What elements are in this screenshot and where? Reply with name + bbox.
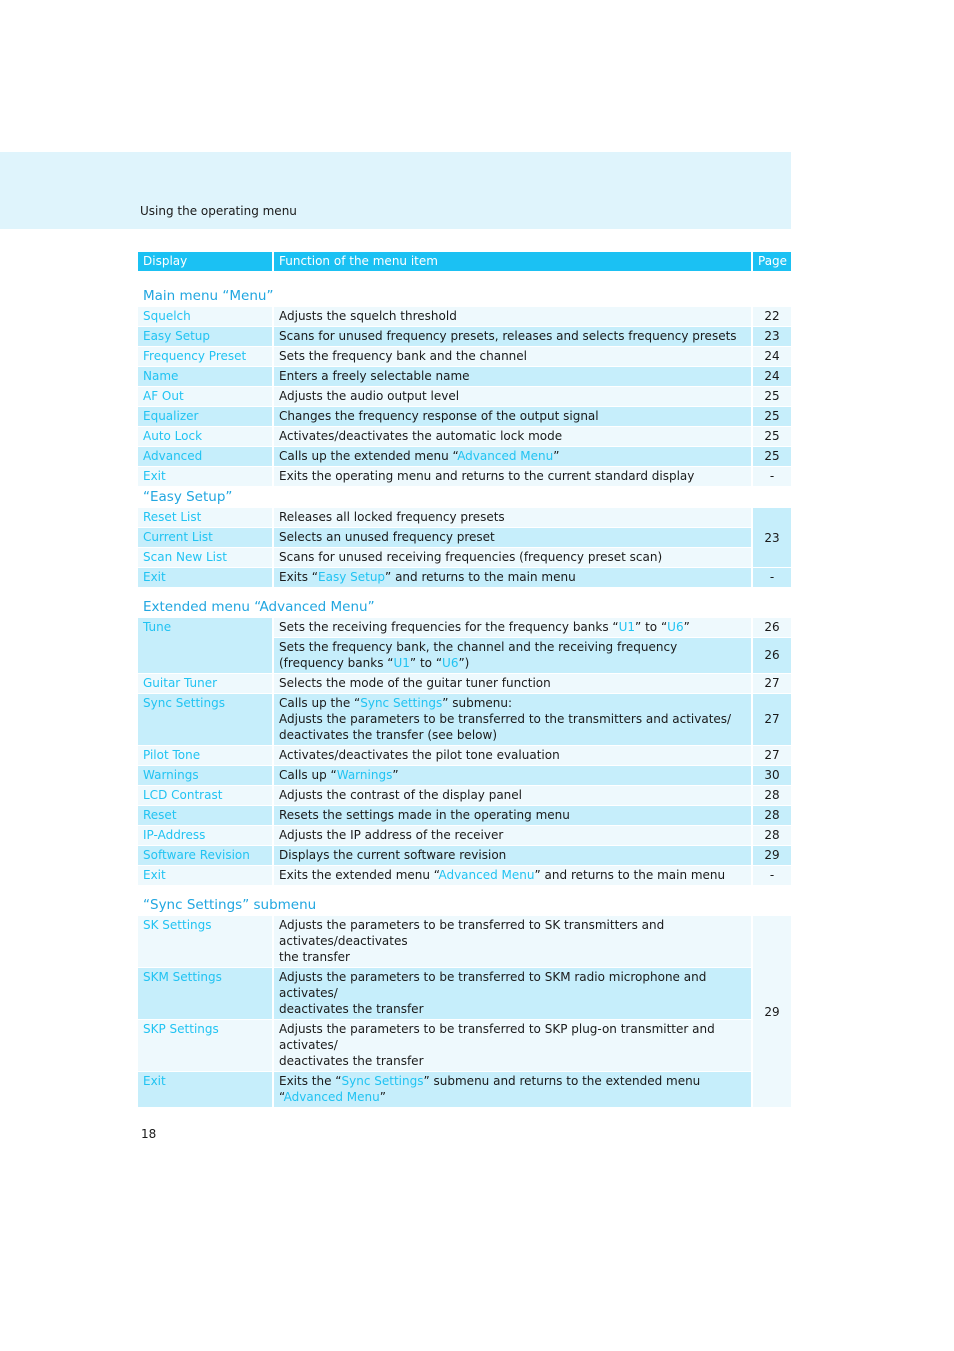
tune-group xyxy=(138,618,791,673)
table-row xyxy=(138,427,791,446)
page-ref: 29 xyxy=(753,916,791,1107)
item-warnings: Warnings xyxy=(138,766,272,785)
table-row xyxy=(138,766,791,785)
section-sync-submenu: “Sync Settings” submenu xyxy=(143,897,317,913)
page-ref: 24 xyxy=(753,367,791,386)
table-row xyxy=(138,447,791,466)
page-number: 18 xyxy=(141,1127,157,1141)
table-row xyxy=(138,674,791,693)
table-row xyxy=(138,467,791,486)
table-row xyxy=(274,618,791,637)
function-text xyxy=(274,638,751,673)
item-software-revision: Software Revision xyxy=(138,846,272,865)
function-text xyxy=(274,568,751,587)
table-row xyxy=(138,367,791,386)
page-ref: 23 xyxy=(753,508,791,567)
section-main-menu: Main menu “Menu” xyxy=(143,288,274,304)
function-text: Adjusts the IP address of the receiver xyxy=(274,826,751,845)
page-ref: - xyxy=(753,568,791,587)
table-row xyxy=(138,746,791,765)
text: ” and returns to the main menu xyxy=(534,868,726,882)
function-text xyxy=(274,1020,751,1071)
header-page: Page xyxy=(753,252,791,271)
table-header xyxy=(138,252,791,271)
item-name: Name xyxy=(138,367,272,386)
function-text: Displays the current software revision xyxy=(274,846,751,865)
text: Adjusts the parameters to be transferred to SK transmitters and activates/deactivates xyxy=(279,918,665,948)
table-row xyxy=(138,548,751,567)
page-ref: 28 xyxy=(753,786,791,805)
item-ip-address: IP-Address xyxy=(138,826,272,845)
text: ” xyxy=(553,449,560,463)
bank-ref: U1 xyxy=(393,656,410,670)
item-exit: Exit xyxy=(138,467,272,486)
function-text: Exits the operating menu and returns to the current standard display xyxy=(274,467,751,486)
text: Calls up the “ xyxy=(279,696,361,710)
menu-ref: Easy Setup xyxy=(318,570,386,584)
sync-group xyxy=(138,916,791,1107)
item-frequency-preset: Frequency Preset xyxy=(138,347,272,366)
table-row xyxy=(138,968,751,1019)
bank-ref: U1 xyxy=(618,620,636,634)
page-ref: 25 xyxy=(753,387,791,406)
function-text xyxy=(274,766,751,785)
table-row xyxy=(138,694,791,745)
item-lcd-contrast: LCD Contrast xyxy=(138,786,272,805)
menu-table xyxy=(138,252,791,1108)
item-exit: Exit xyxy=(138,1072,272,1107)
function-text xyxy=(274,694,751,745)
function-text: Activates/deactivates the pilot tone evaluation xyxy=(274,746,751,765)
function-text: Adjusts the squelch threshold xyxy=(274,307,751,326)
function-text: Scans for unused receiving frequencies (frequency preset scan) xyxy=(274,548,751,567)
item-easy-setup: Easy Setup xyxy=(138,327,272,346)
page-ref: 28 xyxy=(753,806,791,825)
function-text: Resets the settings made in the operating menu xyxy=(274,806,751,825)
table-row xyxy=(138,846,791,865)
menu-ref: Advanced Menu xyxy=(283,1090,380,1104)
function-text: Adjusts the contrast of the display panel xyxy=(274,786,751,805)
page-ref: 27 xyxy=(753,746,791,765)
text: ” xyxy=(392,768,399,782)
item-reset: Reset xyxy=(138,806,272,825)
bank-ref: U6 xyxy=(442,656,459,670)
text: Adjusts the parameters to be transferred to SKM radio microphone and activates/ xyxy=(279,970,707,1000)
header-band xyxy=(0,152,791,229)
text: Exits the extended menu “ xyxy=(279,868,439,882)
text: “ xyxy=(279,1090,284,1104)
text: deactivates the transfer (see below) xyxy=(279,728,497,742)
text: ” and returns to the main menu xyxy=(385,570,576,584)
menu-ref: Sync Settings xyxy=(360,696,443,710)
table-row xyxy=(138,508,751,527)
function-text: Activates/deactivates the automatic lock mode xyxy=(274,427,751,446)
table-row xyxy=(138,806,791,825)
text: Sets the frequency bank, the channel and the receiving frequency xyxy=(279,640,678,654)
item-squelch: Squelch xyxy=(138,307,272,326)
menu-ref: Warnings xyxy=(336,768,393,782)
page-ref: 22 xyxy=(753,307,791,326)
header-display: Display xyxy=(138,252,272,271)
text: ” submenu and returns to the extended menu xyxy=(423,1074,701,1088)
table-row xyxy=(138,786,791,805)
table-row xyxy=(138,916,751,967)
table-row xyxy=(138,568,791,587)
item-guitar-tuner: Guitar Tuner xyxy=(138,674,272,693)
function-text: Releases all locked frequency presets xyxy=(274,508,751,527)
item-pilot-tone: Pilot Tone xyxy=(138,746,272,765)
function-text xyxy=(274,1072,751,1107)
item-sk-settings: SK Settings xyxy=(138,916,272,967)
text: (frequency banks “ xyxy=(279,656,394,670)
item-af-out: AF Out xyxy=(138,387,272,406)
function-text: Scans for unused frequency presets, releases and selects frequency presets xyxy=(274,327,751,346)
text: deactivates the transfer xyxy=(279,1002,424,1016)
function-text: Adjusts the audio output level xyxy=(274,387,751,406)
text: ” xyxy=(379,1090,386,1104)
header-function: Function of the menu item xyxy=(274,252,751,271)
table-row xyxy=(138,528,751,547)
item-sync-settings: Sync Settings xyxy=(138,694,272,745)
bank-ref: U6 xyxy=(667,620,684,634)
function-text xyxy=(274,866,751,885)
text: the transfer xyxy=(279,950,350,964)
item-skp-settings: SKP Settings xyxy=(138,1020,272,1071)
function-text xyxy=(274,618,751,637)
table-row xyxy=(138,1072,751,1107)
page-ref: 27 xyxy=(753,694,791,745)
item-exit: Exit xyxy=(138,866,272,885)
function-text xyxy=(274,447,751,466)
page-ref: 30 xyxy=(753,766,791,785)
text: deactivates the transfer xyxy=(279,1054,424,1068)
table-row xyxy=(138,347,791,366)
page-ref: 23 xyxy=(753,327,791,346)
table-row xyxy=(138,387,791,406)
text: ” submenu: xyxy=(442,696,513,710)
text: Adjusts the parameters to be transferred to SKP plug-on transmitter and activates/ xyxy=(279,1022,715,1052)
page-ref: 25 xyxy=(753,427,791,446)
page-ref: 26 xyxy=(753,638,791,673)
menu-ref: Sync Settings xyxy=(341,1074,424,1088)
function-text: Changes the frequency response of the output signal xyxy=(274,407,751,426)
text: ” to “ xyxy=(635,620,668,634)
table-row xyxy=(138,407,791,426)
page-ref: 25 xyxy=(753,407,791,426)
section-easy-setup: “Easy Setup” xyxy=(143,489,233,505)
table-row xyxy=(138,307,791,326)
item-exit: Exit xyxy=(138,568,272,587)
page-ref: 25 xyxy=(753,447,791,466)
menu-ref: Advanced Menu xyxy=(457,449,554,463)
easy-setup-group xyxy=(138,508,791,567)
text: Exits the “ xyxy=(279,1074,342,1088)
item-skm-settings: SKM Settings xyxy=(138,968,272,1019)
function-text xyxy=(274,916,751,967)
table-row xyxy=(138,1020,751,1071)
page-ref: - xyxy=(753,467,791,486)
text: ” to “ xyxy=(409,656,443,670)
page-ref: 27 xyxy=(753,674,791,693)
text: ”) xyxy=(458,656,470,670)
table-row xyxy=(138,826,791,845)
page-ref: - xyxy=(753,866,791,885)
section-title: Using the operating menu xyxy=(140,204,297,218)
text: Adjusts the parameters to be transferred to the transmitters and activates/ xyxy=(279,712,732,726)
item-tune: Tune xyxy=(138,618,272,673)
item-scan-new-list: Scan New List xyxy=(138,548,272,567)
function-text: Enters a freely selectable name xyxy=(274,367,751,386)
page-ref: 28 xyxy=(753,826,791,845)
item-current-list: Current List xyxy=(138,528,272,547)
text: Sets the receiving frequencies for the frequency banks “ xyxy=(279,620,619,634)
function-text: Sets the frequency bank and the channel xyxy=(274,347,751,366)
text: Calls up the extended menu “ xyxy=(279,449,458,463)
item-auto-lock: Auto Lock xyxy=(138,427,272,446)
text: Calls up “ xyxy=(279,768,337,782)
function-text: Selects the mode of the guitar tuner function xyxy=(274,674,751,693)
table-row xyxy=(274,638,791,673)
item-advanced: Advanced xyxy=(138,447,272,466)
function-text xyxy=(274,968,751,1019)
text: Exits “ xyxy=(279,570,319,584)
function-text: Selects an unused frequency preset xyxy=(274,528,751,547)
page-ref: 26 xyxy=(753,618,791,637)
menu-ref: Advanced Menu xyxy=(438,868,535,882)
item-equalizer: Equalizer xyxy=(138,407,272,426)
table-row xyxy=(138,327,791,346)
page-ref: 24 xyxy=(753,347,791,366)
page-ref: 29 xyxy=(753,846,791,865)
section-advanced-menu: Extended menu “Advanced Menu” xyxy=(143,599,375,615)
table-row xyxy=(138,866,791,885)
text: ” xyxy=(683,620,690,634)
item-reset-list: Reset List xyxy=(138,508,272,527)
